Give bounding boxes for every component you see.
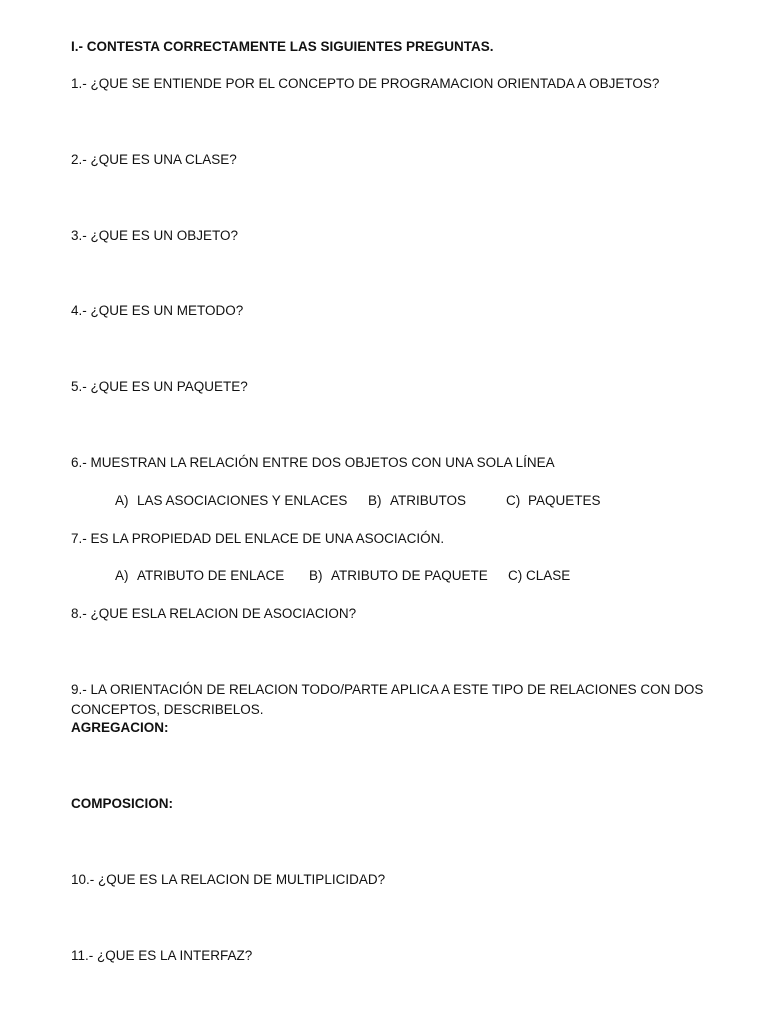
composicion-label: COMPOSICION:	[71, 796, 174, 811]
q6-option-c-text: PAQUETES	[528, 493, 601, 508]
question-10: 10.- ¿QUE ES LA RELACION DE MULTIPLICIDAD?	[71, 872, 386, 887]
question-7: 7.- ES LA PROPIEDAD DEL ENLACE DE UNA ASOCIACIÓN.	[71, 531, 445, 546]
question-9-line-1: 9.- LA ORIENTACIÓN DE RELACION TODO/PARTE APLICA A ESTE TIPO DE RELACIONES CON DOS	[71, 682, 704, 697]
question-3: 3.- ¿QUE ES UN OBJETO?	[71, 228, 239, 243]
q6-option-b	[368, 492, 466, 510]
agregacion-label: AGREGACION:	[71, 720, 169, 735]
q6-option-c	[506, 492, 601, 510]
q7-option-b-letter: B)	[309, 568, 323, 583]
question-9-line-2: CONCEPTOS, DESCRIBELOS.	[71, 702, 264, 717]
q7-option-b	[309, 567, 488, 585]
q7-option-a-letter: A)	[115, 568, 129, 583]
q6-option-a-text: LAS ASOCIACIONES Y ENLACES	[137, 493, 348, 508]
q7-option-a	[115, 567, 284, 585]
section-header: I.- CONTESTA CORRECTAMENTE LAS SIGUIENTES PREGUNTAS.	[71, 39, 494, 54]
question-6: 6.- MUESTRAN LA RELACIÓN ENTRE DOS OBJETOS CON UNA SOLA LÍNEA	[71, 455, 555, 470]
q6-option-a	[115, 492, 347, 510]
q7-option-b-text: ATRIBUTO DE PAQUETE	[331, 568, 488, 583]
question-1: 1.- ¿QUE SE ENTIENDE POR EL CONCEPTO DE PROGRAMACION ORIENTADA A OBJETOS?	[71, 76, 660, 91]
question-8: 8.- ¿QUE ESLA RELACION DE ASOCIACION?	[71, 606, 357, 621]
q6-option-b-text: ATRIBUTOS	[390, 493, 467, 508]
question-5: 5.- ¿QUE ES UN PAQUETE?	[71, 379, 248, 394]
q7-option-c: C) CLASE	[508, 568, 571, 583]
q6-option-c-letter: C)	[506, 493, 521, 508]
question-2: 2.- ¿QUE ES UNA CLASE?	[71, 152, 237, 167]
question-4: 4.- ¿QUE ES UN METODO?	[71, 303, 244, 318]
question-11: 11.- ¿QUE ES LA INTERFAZ?	[71, 948, 253, 963]
q6-option-b-letter: B)	[368, 493, 382, 508]
q6-option-a-letter: A)	[115, 493, 129, 508]
q7-option-a-text: ATRIBUTO DE ENLACE	[137, 568, 285, 583]
